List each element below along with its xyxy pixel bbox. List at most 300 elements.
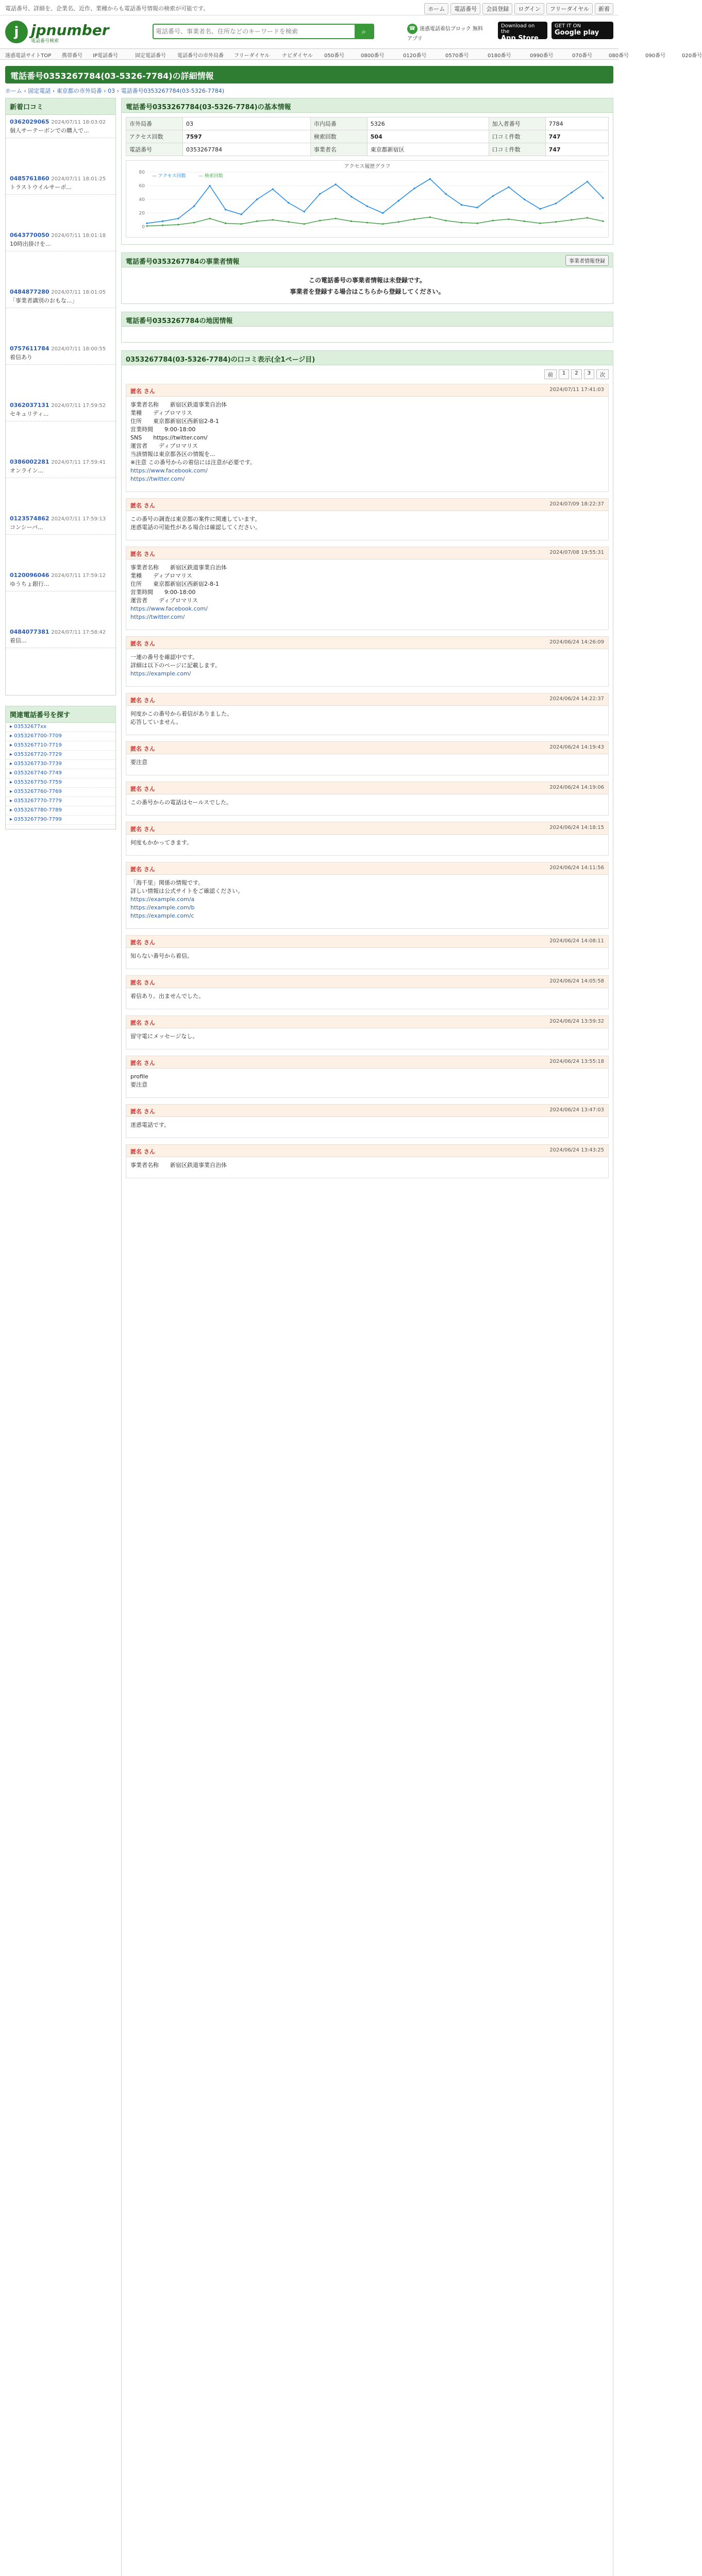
info-key: 口コミ件数 [489,143,545,156]
comment-item [126,1144,609,1178]
pager-link[interactable]: 3 [584,369,594,379]
comment-line: 要注意 [130,1081,147,1088]
chart-point [382,223,383,225]
comment-header [126,936,608,948]
comment-date: 2024/06/24 14:22:37 [549,696,604,702]
comment-item [126,741,609,775]
chart-point [539,223,541,224]
business-register-button[interactable]: 事業者情報登録 [565,255,609,266]
review-date: 2024/07/11 18:01:05 [51,290,106,295]
comment-link[interactable]: https://www.facebook.com/ [130,605,208,612]
chart-point [429,216,431,218]
comment-item [126,822,609,856]
nav-item[interactable]: 携帯番号 [62,53,82,59]
chart-y-tick: 0 [142,225,145,230]
info-value: 5326 [367,117,489,130]
comment-line: 要注意 [130,759,147,766]
review-date: 2024/07/11 17:59:13 [51,516,106,522]
chart-point [571,192,572,193]
comment-header [126,384,608,397]
chart-point [256,221,258,222]
app-store-label: App Store [501,35,539,42]
comment-line: 着信あり。出ませんでした。 [130,993,204,999]
comment-body [126,1069,608,1093]
chart-point [461,222,462,223]
info-key: 事業者名 [310,143,367,156]
review-number[interactable]: 0386002281 [10,459,49,465]
category-nav [0,48,702,60]
comment-item [126,693,609,735]
chart-point [272,219,274,221]
search-icon: ⌕ [361,27,366,36]
comment-line: 詳しい情報は公式サイトをご確認ください。 [130,888,244,894]
chart-point [366,206,368,207]
chart-point [587,181,588,182]
chart-point [335,218,337,219]
chart-point [508,218,509,220]
comment-line: 事業者名称 新宿区鉄道事業自治体 [130,401,227,408]
comment-item [126,862,609,929]
comment-date: 2024/06/24 13:47:03 [549,1107,604,1113]
review-item[interactable] [6,512,116,535]
top-strip [0,0,619,15]
nav-item[interactable]: 電話番号の市外局番 [177,53,224,59]
review-number[interactable]: 0484877280 [10,289,49,295]
review-date: 2024/07/11 17:58:42 [51,630,106,635]
comment-item [126,1056,609,1098]
comment-line: 業種 ディプロマリス [130,572,192,579]
prefix-link[interactable]: ▸ 0353267760-7769 [6,788,116,797]
comment-body [126,1157,608,1174]
review-number[interactable]: 0362037131 [10,402,49,409]
nav-item[interactable]: 0180番号 [488,53,511,59]
review-text: 着信... [10,637,27,644]
chart-point [350,196,352,197]
chart-point [539,208,541,210]
nav-item[interactable]: 0990番号 [530,53,554,59]
chart-point [162,225,163,226]
chart-point [225,209,226,210]
review-text: セキュリティ... [10,411,49,417]
chart-point [241,214,242,215]
info-key: 市内局番 [310,117,367,130]
chart-y-tick: 40 [139,197,145,202]
review-number[interactable]: 0484077381 [10,629,49,635]
review-item[interactable] [6,285,116,308]
chart-point [193,206,195,207]
review-number[interactable]: 0485761860 [10,175,49,182]
top-link-phone[interactable]: 電話番号 [450,3,480,14]
app-promo-text: 迷惑電話着信ブロック 無料アプリ [407,26,483,42]
review-number[interactable]: 0757611784 [10,345,49,352]
comment-line: profile [130,1073,148,1080]
comment-line: 「海千里」関係の情報です。 [130,879,204,886]
review-date: 2024/07/11 17:59:12 [51,573,106,579]
info-key: 検索回数 [310,130,367,143]
comment-link[interactable]: https://www.facebook.com/ [130,467,208,474]
review-item[interactable] [6,455,116,478]
review-number[interactable]: 0362029065 [10,118,49,125]
comment-link[interactable]: https://twitter.com/ [130,614,185,620]
comment-line: 住所 東京都新宿区西新宿2-8-1 [130,581,219,587]
new-reviews-box [5,98,116,696]
info-row [126,117,609,130]
chart-point [319,193,321,195]
comment-line: 迷惑電話です。 [130,1122,170,1128]
comment-item [126,1104,609,1138]
chart-point [209,218,210,219]
chart-point [177,224,179,225]
top-link-login[interactable]: ログイン [514,3,544,14]
top-links [424,3,613,14]
chart-point [366,222,368,223]
access-chart [126,160,609,238]
site-header [0,15,619,46]
chart-y-tick: 60 [139,183,145,189]
comment-line: この番号の調査は東京都の案件に関連しています。 [130,516,261,522]
search-box [153,24,374,39]
info-key: 市外局番 [126,117,183,130]
comment-body [126,754,608,771]
google-play-label: Google play [555,29,599,37]
prefix-link[interactable]: ▸ 0353267720-7729 [6,751,116,760]
comment-date: 2024/06/24 13:55:18 [549,1059,604,1064]
google-play-button[interactable] [551,22,613,39]
comment-body [126,560,608,625]
chart-point [508,187,509,188]
chart-point [445,219,446,221]
comment-body [126,1117,608,1133]
info-key: 口コミ件数 [489,130,545,143]
prefix-link[interactable]: ▸ 0353267700-7709 [6,732,116,741]
location-panel [121,312,613,343]
app-store-button[interactable] [498,22,547,42]
phone-icon: ☎ [407,24,417,34]
info-value: 504 [367,130,489,143]
business-panel [121,252,613,304]
comment-date: 2024/06/24 14:18:15 [549,825,604,831]
comment-link[interactable]: https://example.com/ [130,670,191,677]
chart-point [492,195,494,197]
comment-author: 匿名 さん [130,786,155,792]
comment-line: 何度もかかってきます。 [130,839,193,846]
comment-item [126,384,609,492]
chart-y-tick: 20 [139,211,145,216]
prefix-link[interactable]: ▸ 03532677xx [6,723,116,732]
pager-link[interactable]: 2 [571,369,581,379]
review-item[interactable] [6,398,116,421]
chart-point [177,218,179,219]
chart-point [461,204,462,206]
comment-line: 住所 東京都新宿区西新宿2-8-1 [130,418,219,425]
nav-item[interactable]: 0120番号 [403,53,427,59]
chart-series-line [147,217,603,226]
comment-line: 運営者 ディプロマリス [130,443,198,449]
info-value: 0353267784 [183,143,311,156]
review-text: ゆうちょ銀行... [10,581,49,587]
comment-link[interactable]: https://twitter.com/ [130,476,185,482]
basic-info-table [126,117,609,156]
comment-header [126,1105,608,1117]
chart-point [476,223,478,224]
prefix-link[interactable]: ▸ 0353267730-7739 [6,760,116,769]
search-input[interactable] [156,26,352,37]
google-play-small: GET IT ON [555,23,581,29]
comment-line: ※注意 この番号からの着信には注意が必要です。 [130,459,256,466]
comment-header [126,862,608,875]
comment-body [126,706,608,731]
nav-item[interactable]: 固定電話番号 [135,53,166,59]
comment-date: 2024/06/24 14:05:58 [549,978,604,984]
info-value: 7597 [183,130,311,143]
comment-header [126,742,608,754]
comment-date: 2024/06/24 14:11:56 [549,865,604,871]
review-number[interactable]: 0120096046 [10,572,49,579]
chart-y-tick: 80 [139,170,145,175]
comment-header [126,637,608,649]
pager-link[interactable]: 前 [544,369,557,379]
comment-line: 留守電にメッセージなし。 [130,1033,198,1040]
chart-point [162,221,163,222]
nav-item[interactable]: ナビダイヤル [282,53,313,59]
review-date: 2024/07/11 18:01:18 [51,233,106,239]
chart-point [413,218,415,220]
review-item[interactable] [6,625,116,648]
chart-point [524,198,525,200]
info-value: 747 [545,143,608,156]
nav-item[interactable]: 0570番号 [445,53,469,59]
comment-author: 匿名 さん [130,640,155,647]
comment-author: 匿名 さん [130,1020,155,1026]
chart-point [272,189,274,190]
review-item[interactable] [6,228,116,251]
comment-body [126,988,608,1005]
comment-line: この番号からの電話はセールスでした。 [130,799,232,806]
chart-legend-entry: — アクセス回数 [152,174,186,179]
comment-date: 2024/06/24 14:08:11 [549,938,604,944]
comment-line: 知らない番号から着信。 [130,953,193,959]
comment-date: 2024/06/24 14:26:09 [549,639,604,645]
chart-point [571,219,572,221]
chart-point [288,202,289,204]
comment-date: 2024/07/11 17:41:03 [549,387,604,393]
comment-item [126,975,609,1009]
info-value: 7784 [545,117,608,130]
logo-tagline: 電話番号検索 [31,39,59,44]
comment-body [126,875,608,924]
info-key: 電話番号 [126,143,183,156]
review-date: 2024/07/11 17:59:52 [51,403,106,409]
comment-author: 匿名 さん [130,979,155,986]
page-title: 電話番号0353267784(03-5326-7784)の詳細情報 [5,66,613,83]
prefix-title: 関連電話番号を探す [6,706,115,723]
nav-item[interactable]: フリーダイヤル [234,53,270,59]
chart-point [524,221,525,222]
search-button[interactable] [355,25,373,38]
nav-item[interactable]: 迷惑電話サイトTOP [5,53,52,59]
info-row [126,130,609,143]
comment-line: SNS https://twitter.com/ [130,434,208,441]
chart-point [241,223,242,225]
comment-header [126,1056,608,1069]
info-key: 加入者番号 [489,117,545,130]
chart-point [304,211,305,212]
chart-title: アクセス履歴グラフ [344,164,391,170]
chart-point [555,221,557,223]
comment-author: 匿名 さん [130,551,155,557]
info-value: 03 [183,117,311,130]
access-chart-svg [126,161,608,237]
comment-line: 迷惑電話の可能性がある場合は確認してください。 [130,524,261,531]
top-link-register[interactable]: 会員登録 [482,3,512,14]
review-text: 「事業者識別のおもな...」 [10,297,78,304]
chart-point [476,207,478,208]
comment-date: 2024/06/24 14:19:43 [549,744,604,750]
logo-name: jpnumber [31,22,109,39]
comment-link[interactable]: https://example.com/b [130,904,195,911]
review-item[interactable] [6,115,116,138]
chart-point [304,223,305,225]
comment-date: 2024/06/24 14:19:06 [549,785,604,790]
breadcrumb[interactable]: ホーム › 固定電話 › 東京都の市外局番 › 03 › 電話番号0353267784(03-5326-7784) [5,88,225,94]
chart-point [382,212,383,214]
comment-item [126,1015,609,1049]
chart-point [398,200,399,201]
info-value: 東京都新宿区 [367,143,489,156]
comment-author: 匿名 さん [130,866,155,873]
comment-author: 匿名 さん [130,502,155,509]
chart-point [398,221,399,223]
comment-header [126,1016,608,1028]
location-title: 電話番号0353267784の地図情報 [122,312,613,327]
nav-item[interactable]: 090番号 [645,53,666,59]
chart-point [587,217,588,218]
review-item[interactable] [6,172,116,195]
chart-point [602,221,604,222]
app-store-small: Download on the [501,23,535,35]
comment-author: 匿名 さん [130,745,155,752]
comment-line: 事業者名称 新宿区鉄道事業自治体 [130,564,227,571]
review-text: コンシーパ... [10,524,43,531]
prefix-link[interactable]: ▸ 0353267790-7799 [6,816,116,825]
chart-point [492,219,494,221]
review-number[interactable]: 0643770050 [10,232,49,239]
basic-info-title: 電話番号0353267784(03-5326-7784)の基本情報 [122,98,613,113]
comment-line: 営業時間 9:00-18:00 [130,426,196,433]
nav-item[interactable]: 050番号 [324,53,345,59]
comment-item [126,636,609,687]
comment-item [126,547,609,630]
comment-author: 匿名 さん [130,388,155,395]
review-date: 2024/07/11 18:00:55 [51,346,106,352]
chart-point [319,219,321,221]
comment-line: 当該情報は東京都各区の情報を... [130,451,215,457]
prefix-link[interactable]: ▸ 0353267780-7789 [6,806,116,816]
business-note-1: この電話番号の事業者情報は未登録です。 [308,277,426,284]
chart-point [429,178,431,180]
comment-author: 匿名 さん [130,826,155,833]
comment-header [126,822,608,835]
comment-line: 応答していません。 [130,719,182,725]
comment-body [126,835,608,851]
comment-body [126,1028,608,1045]
comment-author: 匿名 さん [130,1060,155,1066]
top-link-freedial[interactable]: フリーダイヤル [546,3,593,14]
comment-date: 2024/07/08 19:55:31 [549,550,604,555]
review-text: 個人サーテーボンでの購入で... [10,127,89,134]
business-note-2[interactable]: 事業者を登録する場合はこちらから登録してください。 [290,288,445,295]
comment-item [126,498,609,540]
comment-line: 業種 ディプロマリス [130,410,192,416]
review-date: 2024/07/11 18:03:02 [51,120,106,125]
comment-date: 2024/07/09 18:22:37 [549,501,604,507]
nav-item[interactable]: 0800番号 [361,53,385,59]
chart-point [256,198,258,200]
comment-line: 営業時間 9:00-18:00 [130,589,196,596]
review-text: オンライン... [10,467,44,474]
pager-link[interactable]: 1 [559,369,569,379]
prefix-box [5,706,116,829]
review-date: 2024/07/11 18:01:25 [51,176,106,182]
comments-title: 0353267784(03-5326-7784)の口コミ表示(全1ページ目) [122,351,613,365]
comment-author: 匿名 さん [130,1148,155,1155]
top-link-new[interactable]: 新着 [595,3,613,14]
chart-legend-entry: — 検索回数 [198,174,223,179]
comment-line: 詳細は以下のページに記載します。 [130,662,221,669]
comments-pager [544,369,609,379]
comment-body [126,794,608,811]
review-item[interactable] [6,568,116,591]
review-text: 着信あり [10,354,32,361]
pager-link[interactable]: 次 [596,369,609,379]
nav-item[interactable]: IP電話番号 [93,53,118,59]
nav-item[interactable]: 070番号 [572,53,593,59]
app-promo [407,24,484,42]
comment-header [126,782,608,794]
nav-item[interactable]: 020番号 [682,53,702,59]
comment-line: 事業者名称 新宿区鉄道事業自治体 [130,1162,227,1168]
chart-point [335,183,337,185]
comment-body [126,397,608,487]
prefix-link[interactable]: ▸ 0353267710-7719 [6,741,116,751]
prefix-link[interactable]: ▸ 0353267750-7759 [6,778,116,788]
nav-item[interactable]: 080番号 [609,53,629,59]
info-value: 747 [545,130,608,143]
review-item[interactable] [6,342,116,365]
chart-point [209,185,210,187]
comment-link[interactable]: https://example.com/c [130,912,194,919]
chart-point [146,225,147,227]
comment-body [126,649,608,682]
comment-item [126,782,609,816]
review-number[interactable]: 0123574862 [10,515,49,522]
comment-author: 匿名 さん [130,697,155,704]
comment-date: 2024/06/24 13:43:25 [549,1147,604,1153]
review-text: トラストウイルサーボ... [10,184,72,191]
comment-line: 運営者 ディプロマリス [130,597,198,604]
chart-point [445,193,446,195]
review-text: 10時出掛けを... [10,241,51,247]
comment-link[interactable]: https://example.com/a [130,896,195,903]
prefix-link[interactable]: ▸ 0353267740-7749 [6,769,116,778]
top-link-home[interactable]: ホーム [424,3,448,14]
comment-body [126,948,608,964]
prefix-link[interactable]: ▸ 0353267770-7779 [6,797,116,806]
comment-author: 匿名 さん [130,1108,155,1115]
site-logo[interactable] [5,19,129,43]
comment-header [126,693,608,706]
chart-point [146,223,147,224]
